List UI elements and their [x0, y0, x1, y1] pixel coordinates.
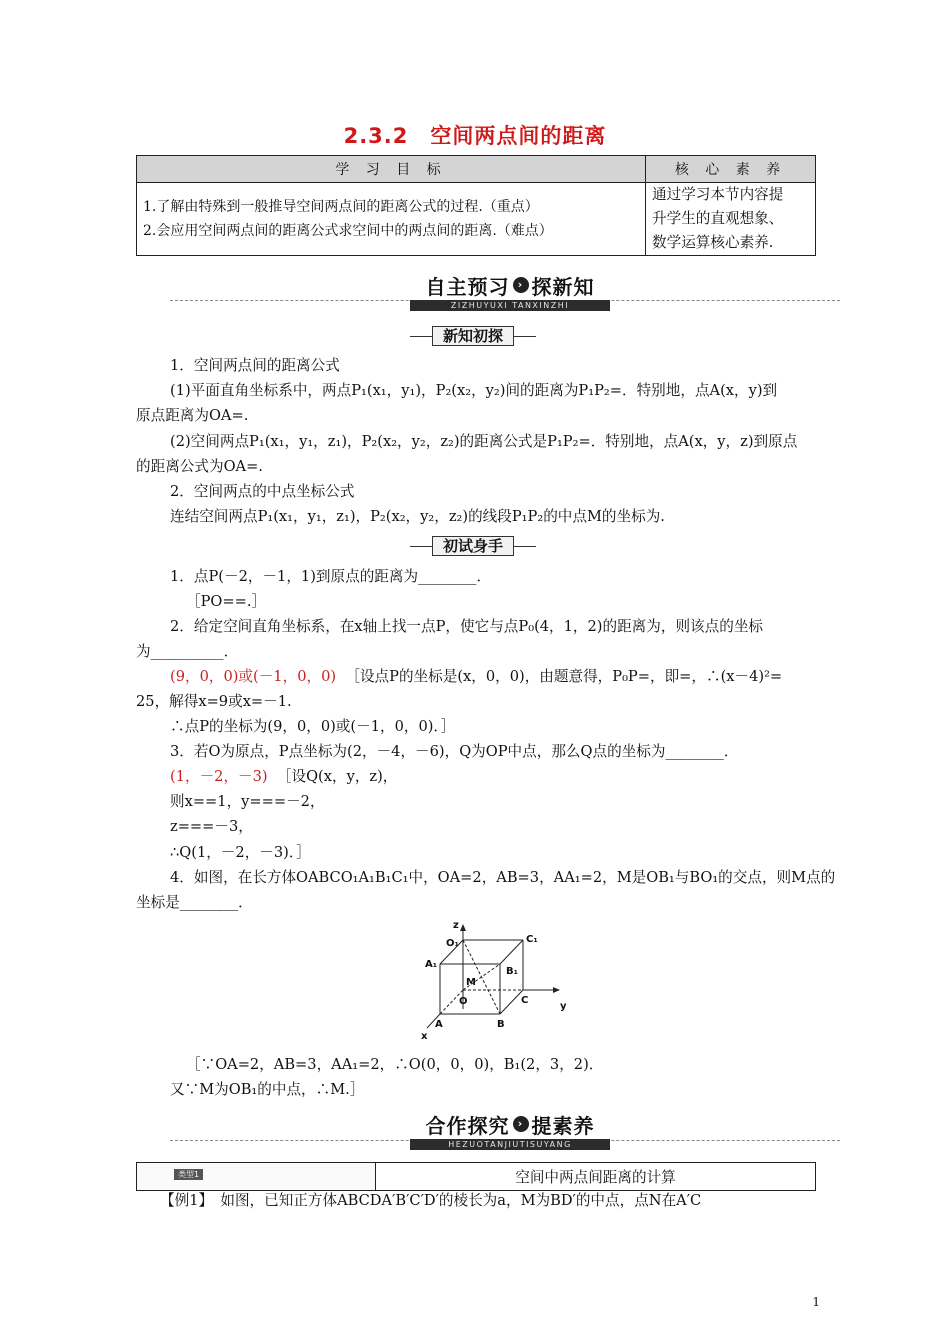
- text-line: (1)平面直角坐标系中，两点P₁(x₁，y₁)，P₂(x₂，y₂)间的距离为P₁P₂=．特别地，点A(x，y)到: [170, 382, 778, 399]
- label-O1: O₁: [446, 938, 459, 949]
- text-line: 的距离公式为OA=.: [136, 458, 263, 475]
- competency-line: 升学生的直观想象、: [652, 210, 784, 227]
- type-tag-cell: [137, 1163, 376, 1191]
- banner-text-right: 提素养: [531, 1113, 595, 1138]
- page-number: 1: [812, 1295, 820, 1309]
- type-tag: 类型1: [174, 1169, 203, 1180]
- answer-2: [170, 665, 782, 689]
- question-4-cont: 坐标是________．: [136, 894, 253, 911]
- competency-header: 核 心 素 养: [646, 156, 816, 183]
- answer-3-cont: ∴Q(1，－2，－3)．］: [170, 844, 311, 861]
- answer-3-result: (1，－2，－3): [170, 768, 268, 785]
- type-title: 空间中两点间距离的计算: [376, 1163, 816, 1191]
- goal-item: 2.会应用空间两点间的距离公式求空间中的两点间的距离.（难点）: [143, 223, 553, 239]
- label-B1: B₁: [506, 966, 519, 977]
- answer-3: [170, 765, 397, 789]
- question-1: 1．点P(－2，－1，1)到原点的距离为________．: [170, 568, 492, 585]
- question-4: 4．如图，在长方体OABCO₁A₁B₁C₁中，OA=2，AB=3，AA₁=2，M是OB₁与BO₁的交点，则M点的: [170, 869, 836, 886]
- banner-text-left: 自主预习: [425, 274, 510, 299]
- tag-label: 初试身手: [432, 536, 514, 556]
- text-line: 原点距离为OA=.: [136, 407, 249, 424]
- tag-label: 新知初探: [432, 326, 514, 346]
- label-A1: A₁: [425, 959, 438, 970]
- banner-subtitle: ZIZHUYUXI TANXINZHI: [410, 300, 610, 311]
- competency-line: 通过学习本节内容提: [652, 186, 784, 203]
- banner-text-left: 合作探究: [425, 1113, 510, 1138]
- label-A: A: [435, 1019, 443, 1030]
- goals-table: [136, 155, 816, 256]
- text-line: 连结空间两点P₁(x₁，y₁，z₁)，P₂(x₂，y₂，z₂)的线段P₁P₂的中点M的坐标为.: [170, 508, 665, 525]
- arrow-icon: ›: [513, 1116, 529, 1132]
- banner-text-right: 探新知: [531, 274, 595, 299]
- answer-3-explain: ［设Q(x，y，z)，: [276, 768, 398, 785]
- answer-2-result: (9，0，0)或(－1，0，0): [170, 668, 337, 685]
- answer-2-cont: 25，解得x=9或x=－1.: [136, 693, 292, 710]
- cuboid-figure: [415, 912, 575, 1042]
- page-title: 2.3.2 空间两点间的距离: [343, 124, 607, 148]
- answer-1: ［PO==.］: [186, 593, 267, 610]
- section-tag-new-knowledge: [410, 326, 536, 346]
- answer-3-cont: 则x==1，y===－2，: [170, 793, 325, 810]
- answer-2-cont: ∴点P的坐标为(9，0，0)或(－1，0，0)．］: [170, 718, 456, 735]
- label-B: B: [497, 1019, 505, 1030]
- text-line: 2．空间两点的中点坐标公式: [170, 483, 355, 500]
- label-O: O: [459, 996, 468, 1007]
- text-line: (2)空间两点P₁(x₁，y₁，z₁)，P₂(x₂，y₂，z₂)的距离公式是P₁P₂=．特别地，点A(x，y，z)到原点: [170, 433, 798, 450]
- label-x: x: [421, 1031, 428, 1042]
- label-y: y: [560, 1001, 567, 1012]
- arrow-icon: [460, 924, 466, 931]
- section-tag-try: [410, 536, 536, 556]
- arrow-icon: ›: [513, 277, 529, 293]
- competency-cell: [646, 183, 816, 256]
- label-C: C: [521, 995, 529, 1006]
- type-table: [136, 1162, 816, 1191]
- goals-cell: [137, 183, 646, 256]
- question-2: 2．给定空间直角坐标系，在x轴上找一点P，使它与点P₀(4，1，2)的距离为，则该点的坐标: [170, 618, 764, 635]
- goals-header: 学 习 目 标: [137, 156, 646, 183]
- answer-2-explain: ［设点P的坐标是(x，0，0)，由题意得，P₀P=，即=，∴(x－4)²=: [345, 668, 783, 685]
- answer-3-cont: z===－3，: [170, 818, 253, 835]
- section-banner-preview: [410, 270, 610, 311]
- section-banner-explore: [410, 1109, 610, 1150]
- text-line: 1．空间两点间的距离公式: [170, 357, 340, 374]
- label-M: M: [466, 977, 476, 988]
- answer-4-cont: 又∵M为OB₁的中点，∴M.］: [170, 1081, 365, 1098]
- question-3: 3．若O为原点，P点坐标为(2，－4，－6)，Q为OP中点，那么Q点的坐标为________．: [170, 743, 739, 760]
- question-2-cont: 为__________．: [136, 643, 239, 660]
- banner-subtitle: HEZUOTANJIUTISUYANG: [410, 1139, 610, 1150]
- label-C1: C₁: [526, 934, 538, 945]
- arrow-icon: [553, 987, 560, 993]
- label-z: z: [453, 920, 459, 931]
- answer-4: ［∵OA=2，AB=3，AA₁=2，∴O(0，0，0)，B₁(2，3，2)．: [186, 1056, 604, 1073]
- goal-item: 1.了解由特殊到一般推导空间两点间的距离公式的过程.（重点）: [143, 199, 539, 215]
- example-1: 【例1】 如图，已知正方体ABCDA′B′C′D′的棱长为a，M为BD′的中点，点N在A′C: [160, 1192, 702, 1209]
- competency-line: 数学运算核心素养.: [652, 234, 774, 251]
